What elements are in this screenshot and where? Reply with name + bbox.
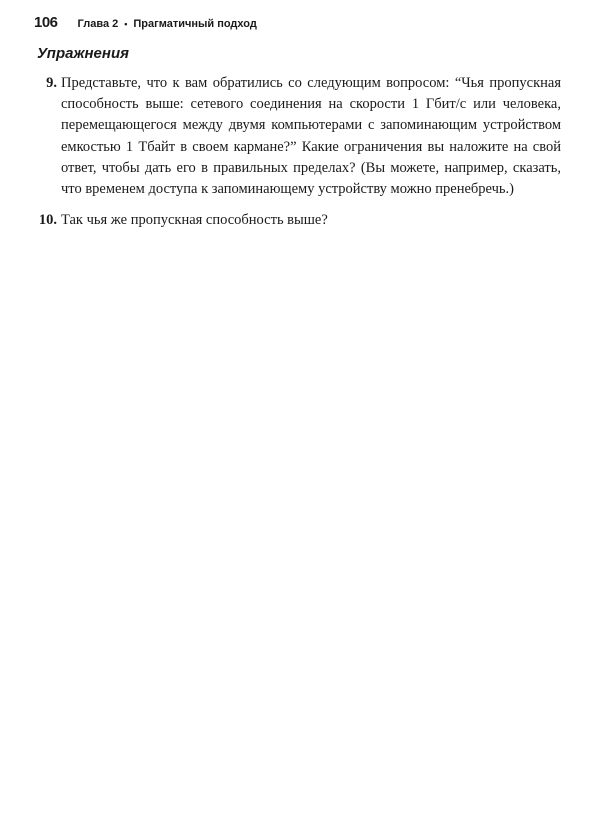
page-number: 106 [34,14,58,31]
bullet-separator: • [124,19,128,29]
exercise-number: 10. [38,212,57,228]
exercise-number: 9. [46,75,57,91]
exercise-item [37,210,561,231]
chapter-title: Прагматичный подход [133,18,257,30]
running-head [78,18,257,30]
exercise-text: Представьте, что к вам обратились со следующим вопросом: “Чья пропускная способность выше: сетевого соединения на скорости 1 Гбит/с или человека, перемещающегося между двумя компьютерами с запоминающим устройством емкостью 1 Тбайт в своем кармане?” Какие ограничения вы наложите на свой ответ, чтобы дать его в правильных пределах? (Вы можете, например, сказать, что временем доступа к запоминающему устройству можно пренебречь.) [61,75,561,198]
chapter-label: Глава 2 [77,18,119,30]
page-header [34,14,257,31]
section-title: Упражнения [37,45,129,62]
exercise-text: Так чья же пропускная способность выше? [61,212,328,228]
exercise-item [37,73,561,200]
